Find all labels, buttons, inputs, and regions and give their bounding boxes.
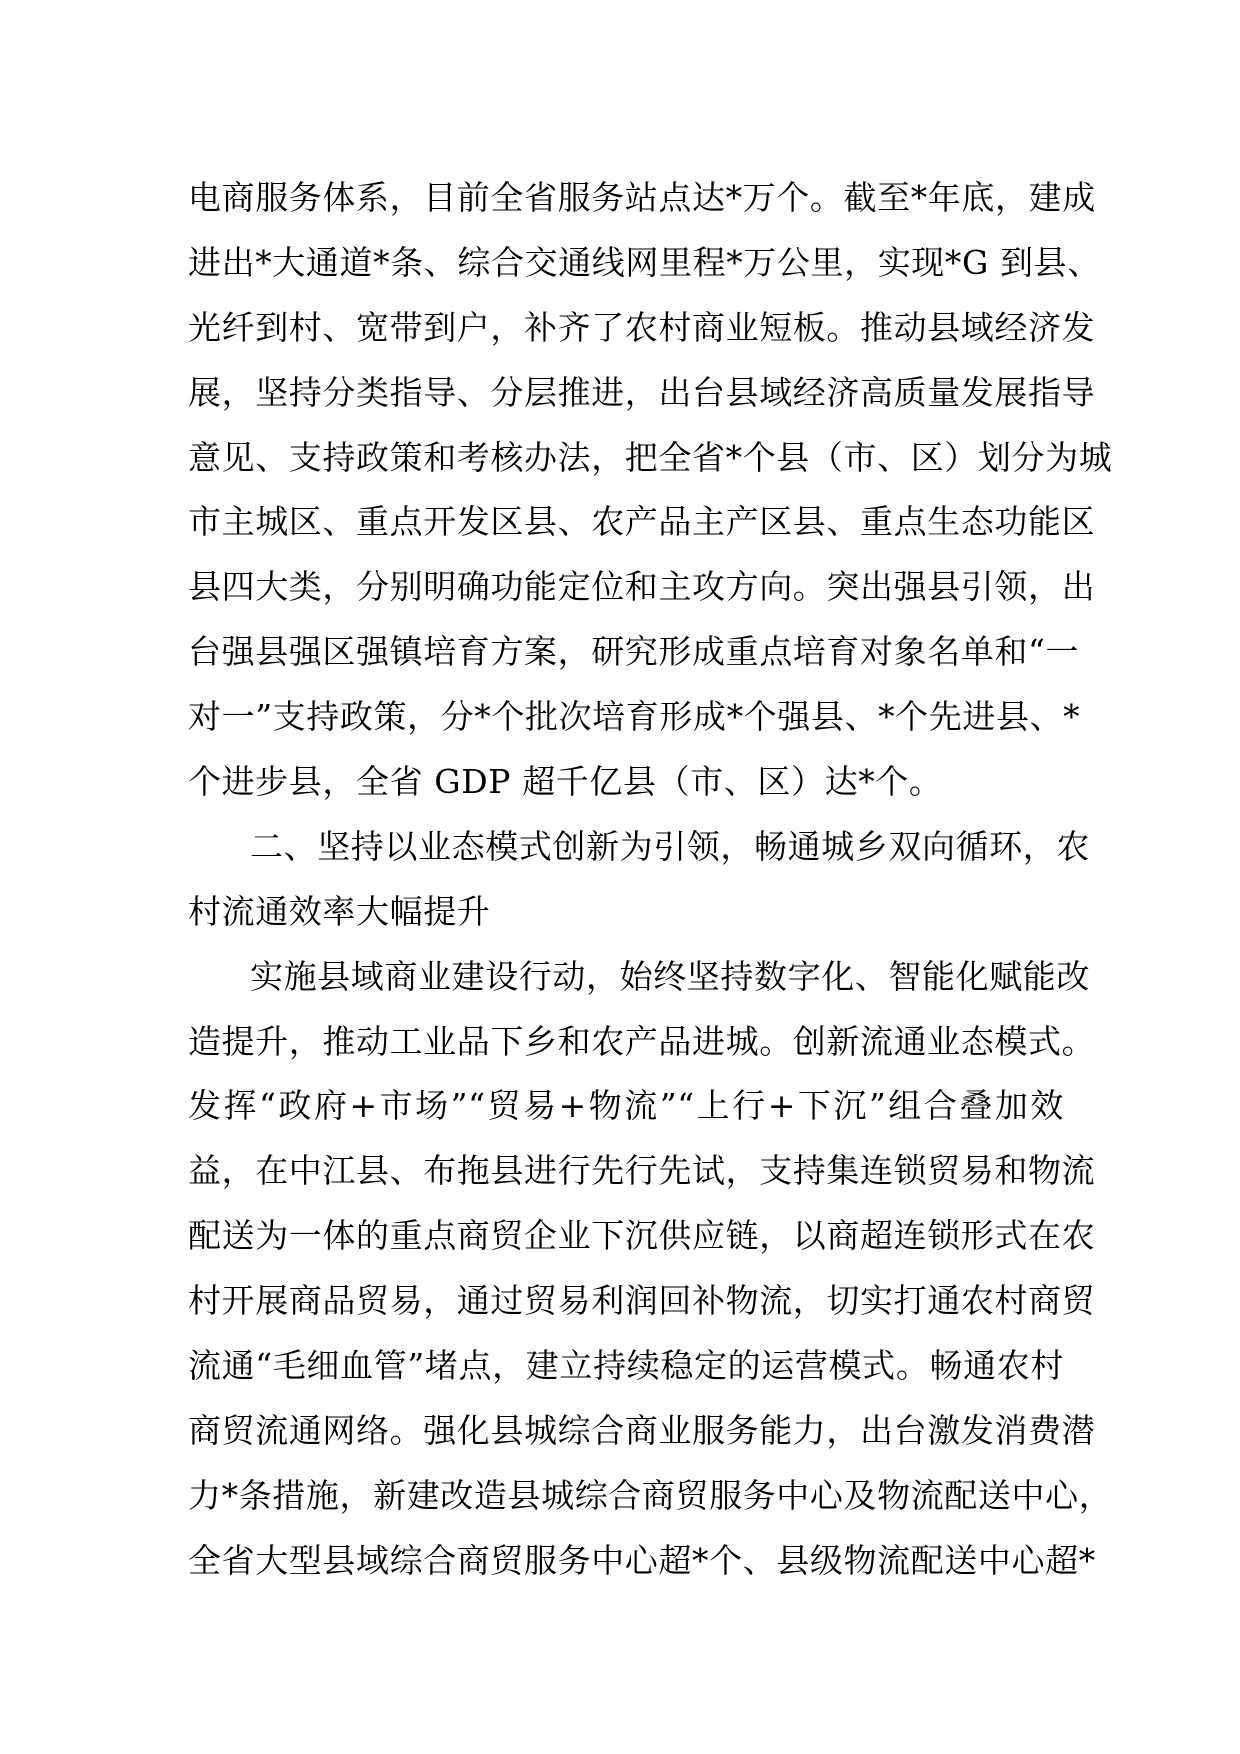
text-line: 配送为一体的重点商贸企业下沉供应链，以商超连锁形式在农: [188, 1216, 1096, 1256]
text-line: 展，坚持分类指导、分层推进，出台县域经济高质量发展指导: [188, 372, 1096, 412]
text-line: 造提升，推动工业品下乡和农产品进城。创新流通业态模式。: [188, 1021, 1096, 1061]
section-heading-line: 村流通效率大幅提升: [188, 891, 491, 931]
text-line: 县四大类，分别明确功能定位和主攻方向。突出强县引领，出: [188, 567, 1096, 607]
text-line: 台强县强区强镇培育方案，研究形成重点培育对象名单和“一: [188, 632, 1080, 672]
text-line: 市主城区、重点开发区县、农产品主产区县、重点生态功能区: [188, 502, 1096, 542]
text-line: 对一”支持政策，分*个批次培育形成*个强县、*个先进县、*: [188, 697, 1081, 737]
text-line: 力*条措施，新建改造县城综合商贸服务中心及物流配送中心，: [188, 1475, 1113, 1515]
text-line: 意见、支持政策和考核办法，把全省*个县（市、区）划分为城: [188, 437, 1113, 477]
text-line: 光纤到村、宽带到户，补齐了农村商业短板。推动县域经济发: [188, 307, 1096, 347]
text-line: 电商服务体系，目前全省服务站点达*万个。截至*年底，建成: [188, 178, 1096, 217]
text-line: 益，在中江县、布拖县进行先行先试，支持集连锁贸易和物流: [188, 1151, 1096, 1191]
text-line: 村开展商品贸易，通过贸易利润回补物流，切实打通农村商贸: [188, 1281, 1096, 1321]
document-body: [188, 166, 1113, 1594]
text-line: 商贸流通网络。强化县城综合商业服务能力，出台激发消费潜: [188, 1410, 1096, 1450]
text-line: 进出*大通道*条、综合交通线网里程*万公里，实现*G 到县、: [188, 242, 1101, 282]
text-line: 发挥“政府+市场”“贸易+物流”“上行+下沉”组合叠加效: [188, 1086, 1064, 1126]
text-line: 全省大型县域综合商贸服务中心超*个、县级物流配送中心超*: [188, 1540, 1096, 1580]
text-line: 个进步县，全省 GDP 超千亿县（市、区）达*个。: [188, 762, 943, 802]
text-line: 实施县域商业建设行动，始终坚持数字化、智能化赋能改: [250, 956, 1090, 996]
section-heading-line: 二、坚持以业态模式创新为引领，畅通城乡双向循环，农: [250, 826, 1090, 866]
text-line: 流通“毛细血管”堵点，建立持续稳定的运营模式。畅通农村: [188, 1346, 1064, 1386]
